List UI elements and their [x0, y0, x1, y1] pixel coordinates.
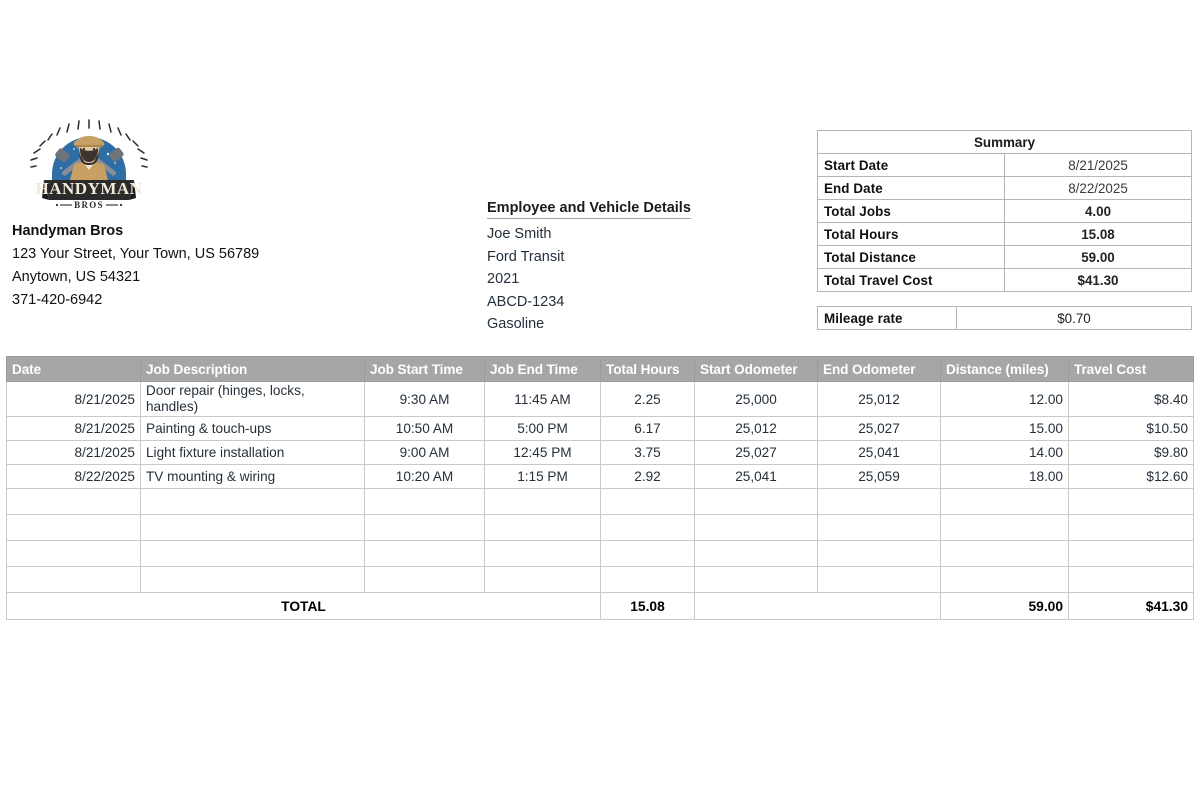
table-row-empty [7, 489, 1194, 515]
table-row [818, 200, 1192, 223]
company-address-line-1: 123 Your Street, Your Town, US 56789 [12, 246, 260, 262]
column-header-end-odometer[interactable]: End Odometer [818, 357, 941, 382]
summary-value-total-jobs: 4.00 [1005, 200, 1192, 223]
cell-date: 8/21/2025 [7, 382, 141, 417]
cell-total-hours: 3.75 [601, 441, 695, 465]
cell-travel-cost: $10.50 [1069, 417, 1194, 441]
vehicle-plate: ABCD-1234 [487, 293, 565, 310]
company-address-line-2: Anytown, US 54321 [12, 269, 141, 285]
cell-end-time: 5:00 PM [485, 417, 601, 441]
column-header-distance[interactable]: Distance (miles) [941, 357, 1069, 382]
jobs-table [6, 356, 1194, 620]
jobs-table-total-row [7, 593, 1194, 620]
table-row [818, 223, 1192, 246]
summary-title: Summary [818, 131, 1192, 154]
summary-label-total-distance: Total Distance [818, 246, 1005, 269]
cell-start-time: 10:50 AM [365, 417, 485, 441]
table-row-empty [7, 567, 1194, 593]
cell-start-odometer: 25,027 [695, 441, 818, 465]
cell-date: 8/22/2025 [7, 465, 141, 489]
column-header-job-start-time[interactable]: Job Start Time [365, 357, 485, 382]
logo-banner-secondary-group [56, 200, 122, 210]
cell-end-odometer: 25,041 [818, 441, 941, 465]
cell-end-time: 11:45 AM [485, 382, 601, 417]
cell-description: Light fixture installation [141, 441, 365, 465]
jobs-table-header-row [7, 357, 1194, 382]
summary-value-total-hours: 15.08 [1005, 223, 1192, 246]
table-row [818, 154, 1192, 177]
cell-start-odometer: 25,000 [695, 382, 818, 417]
cell-start-odometer: 25,012 [695, 417, 818, 441]
summary-value-end-date: 8/22/2025 [1005, 177, 1192, 200]
summary-label-end-date: End Date [818, 177, 1005, 200]
summary-value-total-distance: 59.00 [1005, 246, 1192, 269]
column-header-start-odometer[interactable]: Start Odometer [695, 357, 818, 382]
total-hours-value: 15.08 [601, 593, 695, 620]
cell-start-time: 9:30 AM [365, 382, 485, 417]
summary-value-start-date: 8/21/2025 [1005, 154, 1192, 177]
table-row [7, 417, 1194, 441]
cell-start-time: 10:20 AM [365, 465, 485, 489]
company-address-block [12, 220, 312, 312]
table-row [818, 177, 1192, 200]
table-row [818, 269, 1192, 292]
column-header-date[interactable]: Date [7, 357, 141, 382]
table-row [818, 246, 1192, 269]
cell-distance: 14.00 [941, 441, 1069, 465]
cell-total-hours: 2.25 [601, 382, 695, 417]
summary-table [817, 130, 1192, 292]
cell-start-odometer: 25,041 [695, 465, 818, 489]
cell-date: 8/21/2025 [7, 417, 141, 441]
mileage-rate-value: $0.70 [957, 307, 1192, 330]
svg-text:BROS: BROS [74, 200, 104, 210]
total-travel-cost-value: $41.30 [1069, 593, 1194, 620]
cell-end-odometer: 25,012 [818, 382, 941, 417]
cell-start-time: 9:00 AM [365, 441, 485, 465]
summary-label-start-date: Start Date [818, 154, 1005, 177]
jobs-table-section [6, 356, 1193, 620]
cell-description: Painting & touch-ups [141, 417, 365, 441]
total-label: TOTAL [7, 593, 601, 620]
column-header-total-hours[interactable]: Total Hours [601, 357, 695, 382]
cell-travel-cost: $9.80 [1069, 441, 1194, 465]
summary-label-total-jobs: Total Jobs [818, 200, 1005, 223]
table-row [818, 307, 1192, 330]
table-row-empty [7, 541, 1194, 567]
summary-value-total-travel-cost: $41.30 [1005, 269, 1192, 292]
cell-travel-cost: $8.40 [1069, 382, 1194, 417]
total-odometer-spacer [695, 593, 941, 620]
cell-end-odometer: 25,027 [818, 417, 941, 441]
vehicle-year: 2021 [487, 271, 520, 288]
cell-total-hours: 6.17 [601, 417, 695, 441]
cell-end-time: 12:45 PM [485, 441, 601, 465]
cell-total-hours: 2.92 [601, 465, 695, 489]
cell-date: 8/21/2025 [7, 441, 141, 465]
table-row-empty [7, 515, 1194, 541]
company-block [12, 118, 312, 312]
mileage-rate-label: Mileage rate [818, 307, 957, 330]
column-header-job-description[interactable]: Job Description [141, 357, 365, 382]
column-header-travel-cost[interactable]: Travel Cost [1069, 357, 1194, 382]
summary-label-total-travel-cost: Total Travel Cost [818, 269, 1005, 292]
total-distance-value: 59.00 [941, 593, 1069, 620]
cell-end-odometer: 25,059 [818, 465, 941, 489]
cell-distance: 18.00 [941, 465, 1069, 489]
summary-title-row [818, 131, 1192, 154]
cell-distance: 12.00 [941, 382, 1069, 417]
employee-name: Joe Smith [487, 226, 552, 242]
handyman-bros-logo [30, 118, 148, 208]
summary-section [817, 130, 1192, 330]
table-row [7, 441, 1194, 465]
summary-label-total-hours: Total Hours [818, 223, 1005, 246]
employee-vehicle-details [487, 200, 767, 336]
employee-details-title: Employee and Vehicle Details [487, 200, 691, 219]
company-name: Handyman Bros [12, 223, 124, 239]
cell-end-time: 1:15 PM [485, 465, 601, 489]
cell-description: Door repair (hinges, locks, handles) [141, 382, 365, 417]
table-row [7, 465, 1194, 489]
table-row [7, 382, 1194, 417]
logo-banner-primary: HANDYMAN [35, 179, 143, 198]
vehicle-model: Ford Transit [487, 248, 565, 265]
vehicle-fuel-type: Gasoline [487, 316, 545, 333]
mileage-rate-table [817, 306, 1192, 330]
cell-distance: 15.00 [941, 417, 1069, 441]
company-phone: 371-420-6942 [12, 292, 103, 308]
cell-travel-cost: $12.60 [1069, 465, 1194, 489]
cell-description: TV mounting & wiring [141, 465, 365, 489]
column-header-job-end-time[interactable]: Job End Time [485, 357, 601, 382]
